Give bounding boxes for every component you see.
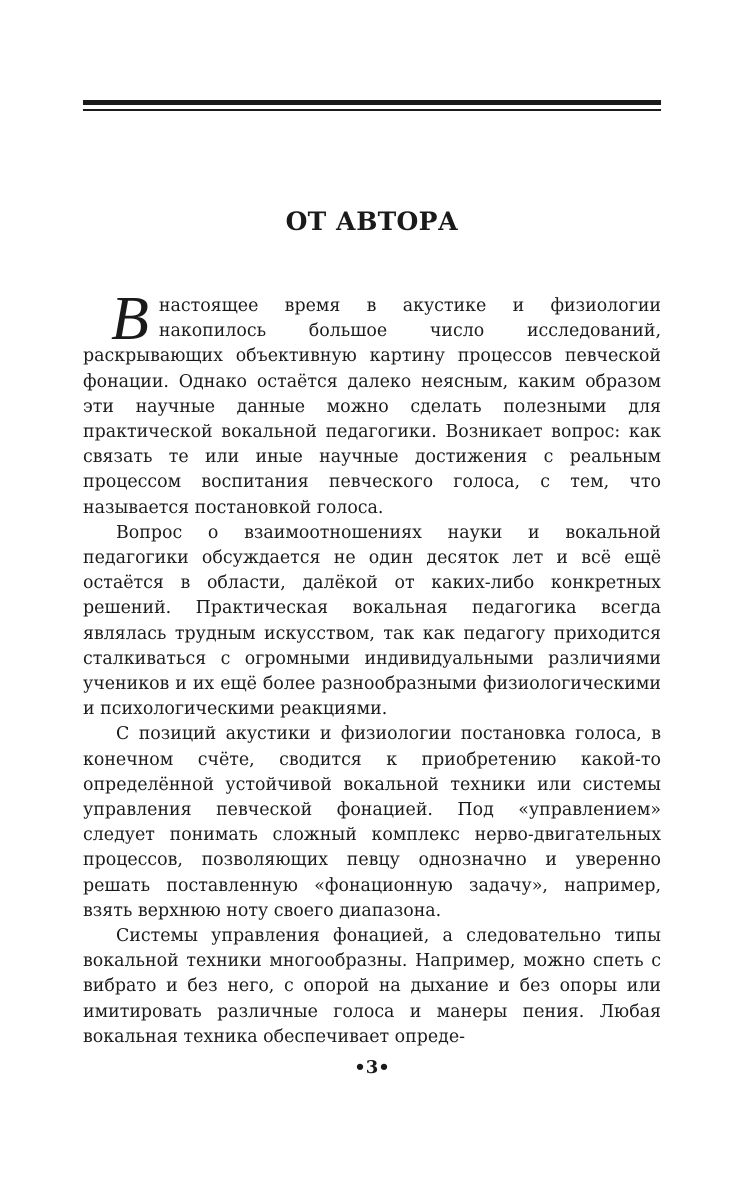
paragraph-2: Вопрос о взаимоотношениях науки и вокальной педагогики обсуждается не один десяток лет и всё ещё остаётся в области, далёкой от каких-либо конкретных решений. Практическая вокальная педагогика всегда являлась трудным искусством, так как педагогу приходится сталкиваться с огромными индивидуальными различиями учеников и их ещё более разнообразными физиологическими и психологическими реакциями. (83, 522, 661, 720)
page-title: ОТ АВТОРА (285, 207, 459, 236)
paragraph-1 (83, 285, 661, 521)
drop-cap: В (111, 285, 149, 353)
body-text (83, 285, 661, 1050)
page-number: •3• (354, 1057, 390, 1078)
header-rule-thick (83, 100, 661, 105)
header-rule-thin (83, 109, 661, 111)
paragraph-1-text: настоящее время в акустике и физиологии накопилось большое число исследований, раскрывающих объективную картину процессов певческой фонации. Однако остаётся далеко неясным, каким образом эти научные данные можно сделать полезными для практической вокальной педагогики. Возникает вопрос: как связать те или иные научные достижения с реальным процессом воспитания певческого голоса, с тем, что называется постановкой голоса. (83, 296, 661, 518)
paragraph-3: С позиций акустики и физиологии постановка голоса, в конечном счёте, сводится к приобретению какой-то определённой устойчивой вокальной техники или системы управления певческой фонацией. Под «управлением» следует понимать сложный комплекс нерво-двигательных процессов, позволяющих певцу однозначно и уверенно решать поставленную «фонационную задачу», например, взять верхнюю ноту своего диапазона. (83, 724, 661, 921)
paragraph-4: Системы управления фонацией, а следовательно типы вокальной техники многообразны. Например, можно спеть с вибрато и без него, с опорой на дыхание и без опоры или имитировать различные голоса и манеры пения. Любая вокальная техника обеспечивает опреде- (83, 926, 661, 1047)
